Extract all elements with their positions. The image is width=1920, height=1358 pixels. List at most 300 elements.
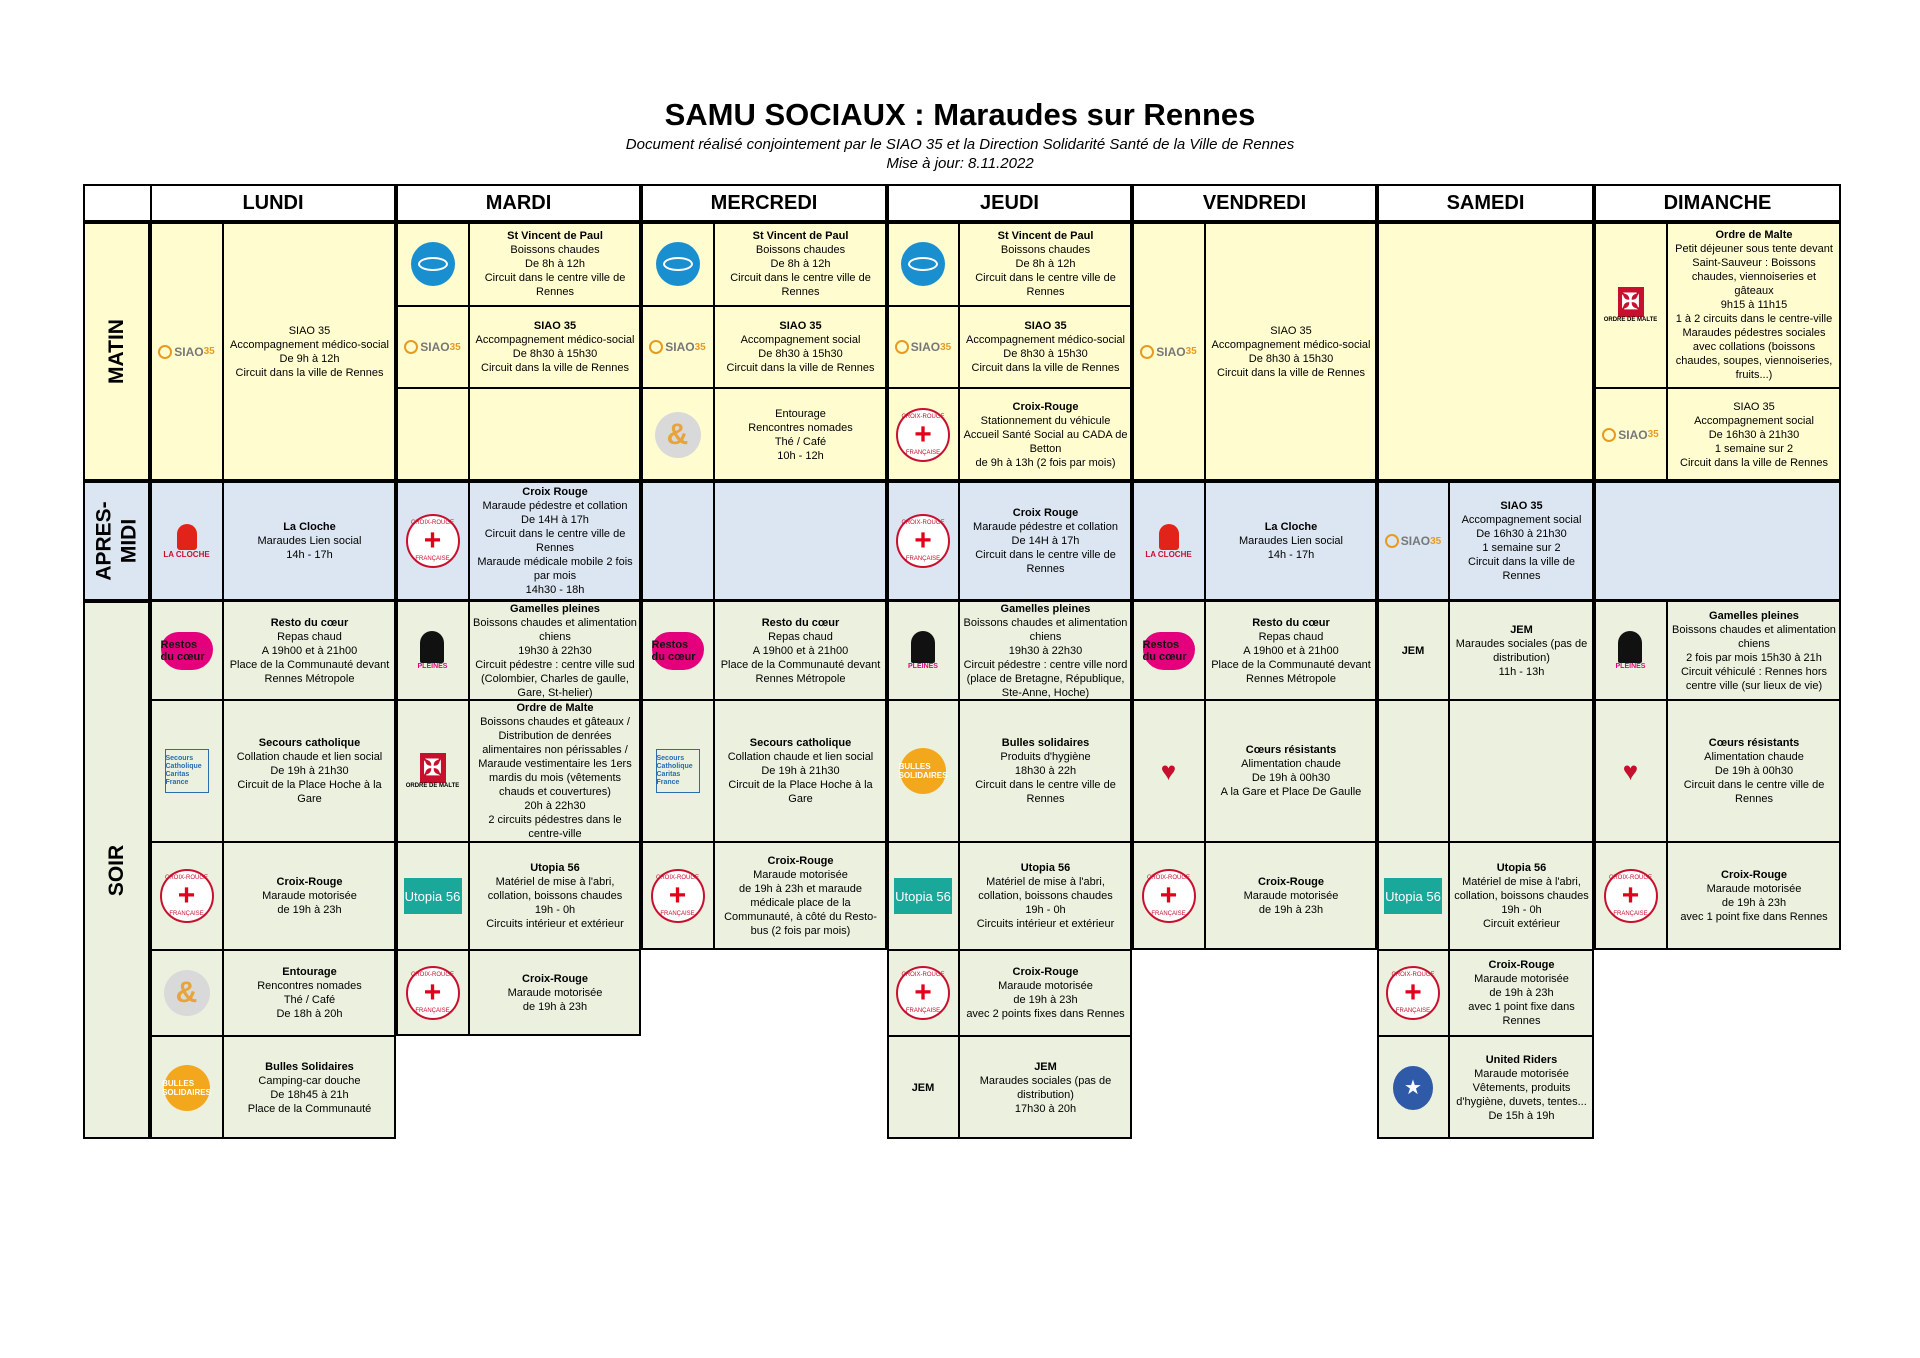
- period-label: APRES- MIDI: [92, 501, 141, 581]
- event-line: De 19h à 00h30: [1714, 765, 1794, 777]
- logo-cell: [641, 306, 714, 388]
- siao-logo-text: SIAO: [1156, 344, 1186, 359]
- event-cell-mar-s3: [469, 842, 641, 950]
- event-line: Repas chaud: [768, 630, 833, 643]
- croix-rouge-francaise-logo: [406, 514, 460, 568]
- entourage-logo: [164, 970, 210, 1016]
- event-line: Camping-car douche: [258, 1074, 361, 1087]
- event-line: Maraudes pédestres sociales avec collations (boissons chaudes, soupes, viennoiseries, fruits...): [1675, 327, 1833, 381]
- ordre-de-malte-logo: [1604, 287, 1658, 323]
- logo-cell: [1132, 842, 1205, 950]
- red-cross-icon: +: [1404, 976, 1422, 1009]
- united-riders-logo: [1393, 1066, 1433, 1110]
- event-cell-jeu-s5: [959, 1036, 1132, 1139]
- event-line: Maraudes Lien social: [1239, 535, 1343, 547]
- day-label: MARDI: [485, 191, 552, 214]
- logo-cell: [396, 842, 469, 950]
- cross-logo-bottom: FRANÇAISE: [1613, 911, 1648, 917]
- logo-cell: [887, 481, 959, 601]
- jem-logo-text: JEM: [911, 1081, 935, 1094]
- logo-cell: [150, 700, 223, 842]
- event-line: A la Gare et Place De Gaulle: [1220, 786, 1362, 798]
- logo-cell: [1594, 388, 1667, 481]
- siao-35-logo: [1140, 345, 1196, 359]
- event-content: [1209, 616, 1373, 686]
- event-content: [1680, 868, 1827, 924]
- day-header-dimanche: [1594, 184, 1841, 222]
- red-cross-icon: +: [1621, 879, 1640, 912]
- event-title: Gamelles pleines: [510, 602, 600, 615]
- event-content: [1671, 736, 1837, 806]
- logo-cell: [1377, 601, 1449, 700]
- cross-logo-top: CROIX-ROUGE: [164, 875, 208, 881]
- event-line: de 19h à 23h: [522, 1001, 588, 1013]
- event-line: Circuit dans la ville de Rennes: [726, 362, 875, 374]
- logo-cell: [150, 481, 223, 601]
- croix-rouge-francaise-logo: [160, 869, 214, 923]
- red-cross-icon: +: [668, 879, 687, 912]
- event-content: [718, 229, 883, 299]
- day-label: LUNDI: [242, 191, 304, 214]
- event-title: St Vincent de Paul: [507, 230, 603, 242]
- gamelles-pleines-logo: [418, 631, 448, 670]
- empty-cell: [1594, 481, 1841, 601]
- croix-rouge-francaise-logo: [1142, 869, 1196, 923]
- event-content: [1244, 875, 1339, 917]
- event-cell-dim-s3: [1667, 842, 1841, 950]
- utopia-logo-text: Utopia 56: [895, 888, 951, 904]
- event-content: [473, 485, 637, 597]
- logo-cell: [150, 950, 223, 1036]
- siao-logo-text: SIAO: [1400, 534, 1431, 548]
- event-line: Boissons chaudes: [510, 244, 600, 256]
- event-line: De 19h à 21h30: [270, 765, 349, 777]
- event-cell-dim-m1: [1667, 222, 1841, 388]
- event-title: Utopia 56: [1020, 862, 1071, 874]
- secours-logo-sub: Caritas France: [656, 771, 681, 786]
- event-line: De 8h30 à 15h30: [512, 348, 598, 360]
- event-line: de 19h à 23h: [1258, 904, 1324, 916]
- event-line: De 8h à 12h: [525, 258, 585, 270]
- event-content: [1453, 861, 1590, 931]
- croix-rouge-francaise-logo: [896, 408, 950, 462]
- event-title: St Vincent de Paul: [997, 230, 1094, 242]
- event-line: Repas chaud: [1258, 630, 1324, 643]
- saint-vincent-de-paul-logo: [411, 242, 455, 286]
- gamelles-logo-text: PLEINES: [908, 663, 938, 670]
- event-line: Matériel de mise à l'abri, collation, boissons chaudes: [978, 876, 1113, 902]
- cross-logo-bottom: FRANÇAISE: [1151, 911, 1186, 917]
- siao-mark-icon: [895, 340, 909, 354]
- logo-cell: [1377, 842, 1449, 950]
- event-content: [963, 400, 1128, 470]
- event-cell-mer-s2: [714, 700, 887, 842]
- siao-logo-num: 35: [694, 341, 706, 353]
- event-content: [963, 861, 1128, 931]
- hands-heart-icon: ♥: [1622, 755, 1639, 786]
- secours-logo-text: Secours Catholique: [165, 755, 202, 770]
- event-line: 19h30 à 22h30: [1008, 644, 1083, 657]
- croix-rouge-francaise-logo: [406, 966, 460, 1020]
- event-line: De 8h à 12h: [1015, 258, 1076, 270]
- cross-logo-top: CROIX-ROUGE: [901, 413, 945, 420]
- logo-cell: [1132, 222, 1205, 481]
- event-content: [718, 736, 883, 806]
- event-line: Boissons chaudes et gâteaux / Distribution de denrées alimentaires non périssables / Maraude vestimentaire les 1ers mardis du mois (vêtements chauds et couvertures): [478, 716, 632, 798]
- event-title: Croix-Rouge: [1721, 869, 1787, 881]
- event-cell-mer-s3: [714, 842, 887, 950]
- secours-catholique-logo: [165, 749, 209, 793]
- event-cell-jeu-s2: [959, 700, 1132, 842]
- logo-cell: [1132, 700, 1205, 842]
- siao-35-logo: [649, 340, 705, 354]
- event-line: Entourage: [775, 407, 826, 420]
- event-line: 11h - 13h: [1498, 665, 1545, 678]
- siao-logo-text: SIAO: [420, 340, 450, 354]
- event-cell-mar-m2: [469, 306, 641, 388]
- event-title: SIAO 35: [779, 320, 822, 332]
- event-line: SIAO 35: [1270, 324, 1312, 337]
- siao-logo-num: 35: [1185, 346, 1197, 357]
- croix-rouge-francaise-logo: [896, 514, 950, 568]
- event-line: Accompagnement médico-social: [1211, 338, 1371, 351]
- red-cross-icon: +: [914, 524, 932, 557]
- red-cross-icon: +: [423, 524, 442, 557]
- event-line: Matériel de mise à l'abri, collation, boissons chaudes: [1454, 876, 1589, 902]
- event-line: 9h15 à 11h15: [1720, 299, 1788, 311]
- event-cell-lun-s4: [223, 950, 396, 1036]
- event-line: 2 circuits pédestres dans le centre-ville: [488, 814, 622, 840]
- restos-du-coeur-logo: [1143, 632, 1195, 670]
- event-line: De 9h à 12h: [279, 352, 340, 365]
- cross-logo-top: CROIX-ROUGE: [655, 875, 699, 881]
- event-line: Maraude motorisée: [262, 890, 357, 902]
- red-cross-icon: +: [1159, 879, 1178, 912]
- event-title: Resto du cœur: [270, 616, 349, 629]
- day-header-lundi: [150, 184, 396, 222]
- siao-35-logo: [158, 345, 214, 359]
- event-content: [227, 616, 392, 686]
- logo-cell: [150, 222, 223, 481]
- cross-logo-top: CROIX-ROUGE: [1146, 875, 1190, 881]
- event-content: [718, 616, 883, 686]
- logo-cell: [396, 601, 469, 700]
- logo-cell: [1594, 700, 1667, 842]
- event-cell-sam-s4: [1449, 950, 1594, 1036]
- event-line: Vêtements, produits d'hygiène, duvets, tentes...: [1456, 1081, 1587, 1108]
- event-line: De 19h à 00h30: [1251, 772, 1331, 784]
- cross-logo-top: CROIX-ROUGE: [1608, 875, 1652, 881]
- la-cloche-logo: [163, 524, 209, 559]
- event-line: 19h30 à 22h30: [518, 644, 592, 657]
- event-line: Maraude pédestre et collation: [482, 500, 628, 512]
- page-subtitle: Document réalisé conjointement par le SIAO 35 et la Direction Solidarité Santé de la Ville de Rennes: [625, 136, 1295, 153]
- siao-mark-icon: [1140, 345, 1154, 359]
- event-title: Utopia 56: [530, 862, 580, 874]
- event-title: Croix-Rouge: [767, 855, 834, 867]
- period-matin: [83, 222, 150, 481]
- event-cell-mer-m2: [714, 306, 887, 388]
- red-cross-icon: +: [177, 879, 196, 912]
- logo-cell: [1594, 222, 1667, 388]
- coeurs-resistants-logo: [1606, 756, 1656, 786]
- saint-vincent-de-paul-logo: [656, 242, 700, 286]
- siao-logo-text: SIAO: [174, 344, 204, 359]
- siao-mark-icon: [649, 340, 663, 354]
- logo-cell: [887, 601, 959, 700]
- logo-cell: [150, 842, 223, 950]
- event-line: Place de la Communauté devant Rennes Métropole: [720, 658, 881, 685]
- event-line: Circuit dans la ville de Rennes: [971, 362, 1120, 374]
- logo-cell: [1132, 601, 1205, 700]
- cross-logo-bottom: FRANÇAISE: [905, 1008, 941, 1014]
- event-line: Rencontres nomades: [257, 980, 362, 992]
- la-cloche-logo: [1145, 524, 1191, 559]
- event-title: JEM: [1510, 623, 1533, 636]
- event-title: La Cloche: [283, 521, 336, 533]
- event-cell-ven-m: [1205, 222, 1377, 481]
- event-content: [230, 324, 389, 380]
- event-cell-mer-m1: [714, 222, 887, 306]
- red-cross-icon: +: [914, 417, 932, 451]
- siao-35-logo: [895, 340, 951, 354]
- event-line: Circuit dans le centre ville de Rennes: [975, 779, 1116, 805]
- resto-logo-text: Restos du cœur: [160, 638, 205, 663]
- siao-mark-icon: [158, 345, 172, 359]
- siao-logo-num: 35: [1430, 535, 1442, 547]
- event-line: 14h - 17h: [286, 549, 333, 561]
- event-title: Croix Rouge: [522, 486, 588, 498]
- event-line: A 19h00 et à 21h00: [752, 644, 849, 657]
- red-cross-icon: +: [423, 976, 442, 1009]
- event-content: [1453, 1053, 1590, 1123]
- siao-logo-text: SIAO: [665, 340, 695, 354]
- event-cell-jeu-s1: [959, 601, 1132, 700]
- siao-logo-num: 35: [940, 341, 952, 353]
- event-cell-: [714, 481, 887, 601]
- event-line: Maraudes sociales (pas de distribution): [979, 1074, 1112, 1101]
- logo-cell: [641, 601, 714, 700]
- event-title: Croix-Rouge: [1488, 959, 1555, 971]
- resto-logo-text: Restos du cœur: [651, 638, 696, 663]
- event-cell-lun-s2: [223, 700, 396, 842]
- day-header-mardi: [396, 184, 641, 222]
- event-title: Cœurs résistants: [1708, 737, 1800, 749]
- cross-logo-top: CROIX-ROUGE: [410, 520, 454, 526]
- event-line: Circuit dans le centre ville de Rennes: [1683, 779, 1825, 805]
- saint-vincent-de-paul-logo: [901, 242, 945, 286]
- siao-logo-num: 35: [1647, 429, 1659, 440]
- logo-cell: [1377, 950, 1449, 1036]
- event-line: Circuit dans la ville de Rennes: [1217, 366, 1365, 379]
- event-cell-jeu-m1: [959, 222, 1132, 306]
- logo-cell: [396, 950, 469, 1036]
- event-title: Croix-Rouge: [1012, 966, 1079, 978]
- event-line: Circuit pédestre : centre ville nord (place de Bretagne, République, Ste-Anne, Hoche): [963, 658, 1128, 699]
- event-content: [727, 319, 875, 375]
- bulles-logo-text: BULLES SOLIDAIRES: [898, 762, 948, 780]
- event-line: de 9h à 13h (2 fois par mois): [975, 456, 1116, 469]
- event-line: 10h - 12h: [777, 449, 824, 462]
- logo-cell: [641, 222, 714, 306]
- event-line: Boissons chaudes et alimentation chiens: [473, 616, 637, 643]
- event-content: [473, 602, 637, 700]
- hands-heart-icon: ♥: [1160, 755, 1177, 786]
- empty-cell: [1377, 222, 1594, 481]
- event-cell-jeu-m3: [959, 388, 1132, 481]
- event-line: Circuit dans le centre ville de Rennes: [975, 549, 1116, 575]
- event-line: 1 semaine sur 2: [1714, 442, 1794, 455]
- event-cell-ven-s2: [1205, 700, 1377, 842]
- bell-logo-text: LA CLOCHE: [1145, 549, 1192, 559]
- event-content: [963, 1060, 1128, 1116]
- event-cell-dim-s2: [1667, 700, 1841, 842]
- event-line: A 19h00 et à 21h00: [1243, 644, 1339, 657]
- event-line: Boissons chaudes et alimentation chiens: [963, 616, 1128, 643]
- event-cell-mar-m1: [469, 222, 641, 306]
- logo-cell: [1594, 601, 1667, 700]
- bell-icon: [1159, 524, 1179, 550]
- cross-logo-top: CROIX-ROUGE: [901, 520, 945, 526]
- day-label: JEUDI: [980, 191, 1039, 214]
- event-line: avec 2 points fixes dans Rennes: [966, 1008, 1125, 1020]
- event-line: Circuit de la Place Hoche à la Gare: [237, 779, 382, 805]
- logo-cell: [887, 388, 959, 481]
- jem-logo: [1402, 645, 1425, 657]
- event-line: 1 à 2 circuits dans le centre-ville: [1675, 313, 1833, 325]
- dog-icon: [911, 631, 935, 663]
- event-cell-sam-s5: [1449, 1036, 1594, 1139]
- secours-logo-sub: Caritas France: [165, 771, 190, 786]
- day-label: VENDREDI: [1202, 191, 1307, 214]
- siao-mark-icon: [404, 340, 418, 354]
- utopia-logo-text: Utopia 56: [1385, 888, 1441, 904]
- event-cell-mer-s1: [714, 601, 887, 700]
- event-title: SIAO 35: [533, 320, 577, 332]
- event-line: Matériel de mise à l'abri, collation, boissons chaudes: [487, 876, 623, 902]
- logo-cell: [1132, 481, 1205, 601]
- event-content: [1221, 743, 1362, 799]
- event-line: De 8h30 à 15h30: [758, 348, 843, 360]
- event-content: [963, 602, 1128, 700]
- event-line: Maraude motorisée: [1474, 1067, 1569, 1080]
- event-line: Maraude motorisée: [507, 987, 603, 999]
- event-content: [262, 875, 357, 917]
- period-apres-midi: [83, 481, 150, 601]
- cross-logo-bottom: FRANÇAISE: [1395, 1008, 1431, 1014]
- event-title: Croix Rouge: [1012, 507, 1079, 519]
- event-line: De 8h30 à 15h30: [1248, 352, 1334, 365]
- resto-logo-text: Restos du cœur: [1142, 638, 1187, 663]
- event-line: Maraude motorisée: [998, 980, 1093, 992]
- logo-cell: [887, 842, 959, 950]
- update-date: Mise à jour: 8.11.2022: [886, 155, 1034, 172]
- event-line: Accompagnement médico-social: [966, 334, 1125, 346]
- event-cell-dim-m2: [1667, 388, 1841, 481]
- event-cell-mar-a: [469, 481, 641, 601]
- event-title: Cœurs résistants: [1245, 744, 1337, 756]
- event-line: Accompagnement médico-social: [230, 338, 389, 351]
- event-line: Maraudes Lien social: [257, 535, 362, 547]
- jem-logo: [912, 1082, 935, 1094]
- logo-cell: [641, 481, 714, 601]
- logo-cell: [1594, 842, 1667, 950]
- maltese-cross-icon: ✠: [420, 753, 446, 783]
- logo-cell: [396, 700, 469, 842]
- secours-catholique-logo: [656, 749, 700, 793]
- event-content: [476, 319, 635, 375]
- event-line: Circuit dans la ville de Rennes: [235, 366, 384, 379]
- period-label: MATIN: [105, 319, 128, 384]
- event-content: [718, 854, 883, 938]
- cross-logo-bottom: FRANÇAISE: [905, 449, 941, 456]
- corner-cell: [83, 184, 150, 222]
- event-cell-jeu-m2: [959, 306, 1132, 388]
- malte-logo-text: ORDRE DE MALTE: [1603, 317, 1658, 323]
- logo-cell: [396, 306, 469, 388]
- event-content: [748, 407, 853, 463]
- event-title: SIAO 35: [1024, 320, 1067, 332]
- event-title: Ordre de Malte: [516, 702, 594, 714]
- event-cell-mer-m3: [714, 388, 887, 481]
- event-line: Accompagnement social: [740, 334, 861, 346]
- event-cell-sam-s3: [1449, 842, 1594, 950]
- event-line: Stationnement du véhicule Accueil Santé Social au CADA de Betton: [963, 414, 1128, 455]
- event-line: Circuit dans la ville de Rennes: [1468, 556, 1575, 582]
- event-content: [473, 229, 637, 299]
- event-title: Entourage: [282, 966, 337, 978]
- event-line: Circuit dans la ville de Rennes: [1680, 456, 1828, 469]
- croix-rouge-francaise-logo: [896, 966, 950, 1020]
- cross-logo-bottom: FRANÇAISE: [905, 556, 941, 562]
- event-content: [1680, 400, 1828, 470]
- event-title: SIAO 35: [1500, 500, 1543, 512]
- day-header-samedi: [1377, 184, 1594, 222]
- event-cell-mar-s4: [469, 950, 641, 1036]
- event-title: United Riders: [1485, 1053, 1558, 1066]
- event-content: [1453, 499, 1590, 583]
- event-title: La Cloche: [1264, 521, 1318, 533]
- ordre-de-malte-logo: [406, 753, 460, 789]
- event-line: de 19h à 23h: [1721, 897, 1787, 909]
- event-cell-: [469, 388, 641, 481]
- event-line: Petit déjeuner sous tente devant Saint-Sauveur : Boissons chaudes, viennoiseries et gâteaux: [1675, 243, 1833, 297]
- entourage-mark-icon: &: [175, 976, 198, 1009]
- event-line: de 19h à 23h: [1489, 987, 1554, 999]
- event-line: Circuits intérieur et extérieur: [486, 918, 624, 930]
- day-header-jeudi: [887, 184, 1132, 222]
- bell-icon: [177, 524, 197, 550]
- event-line: Maraude motorisée: [1243, 890, 1339, 902]
- event-cell-lun-s3: [223, 842, 396, 950]
- logo-cell: [887, 700, 959, 842]
- logo-cell: [1377, 1036, 1449, 1139]
- gamelles-pleines-logo: [1616, 631, 1646, 670]
- event-line: Circuit dans le centre ville de Rennes: [975, 272, 1116, 298]
- event-line: De 8h à 12h: [770, 258, 831, 270]
- entourage-mark-icon: &: [666, 417, 689, 451]
- event-line: Place de la Communauté devant Rennes Métropole: [229, 658, 390, 685]
- fish-icon: [418, 257, 448, 271]
- event-line: 2 fois par mois 15h30 à 21h: [1686, 651, 1822, 664]
- event-line: De 18h à 20h: [276, 1008, 343, 1020]
- event-line: De 16h30 à 21h30: [1708, 428, 1800, 441]
- logo-cell: [1377, 481, 1449, 601]
- event-cell-ven-a: [1205, 481, 1377, 601]
- event-title: Croix-Rouge: [1258, 876, 1324, 888]
- restos-du-coeur-logo: [161, 632, 213, 670]
- event-line: Collation chaude et lien social: [236, 751, 383, 763]
